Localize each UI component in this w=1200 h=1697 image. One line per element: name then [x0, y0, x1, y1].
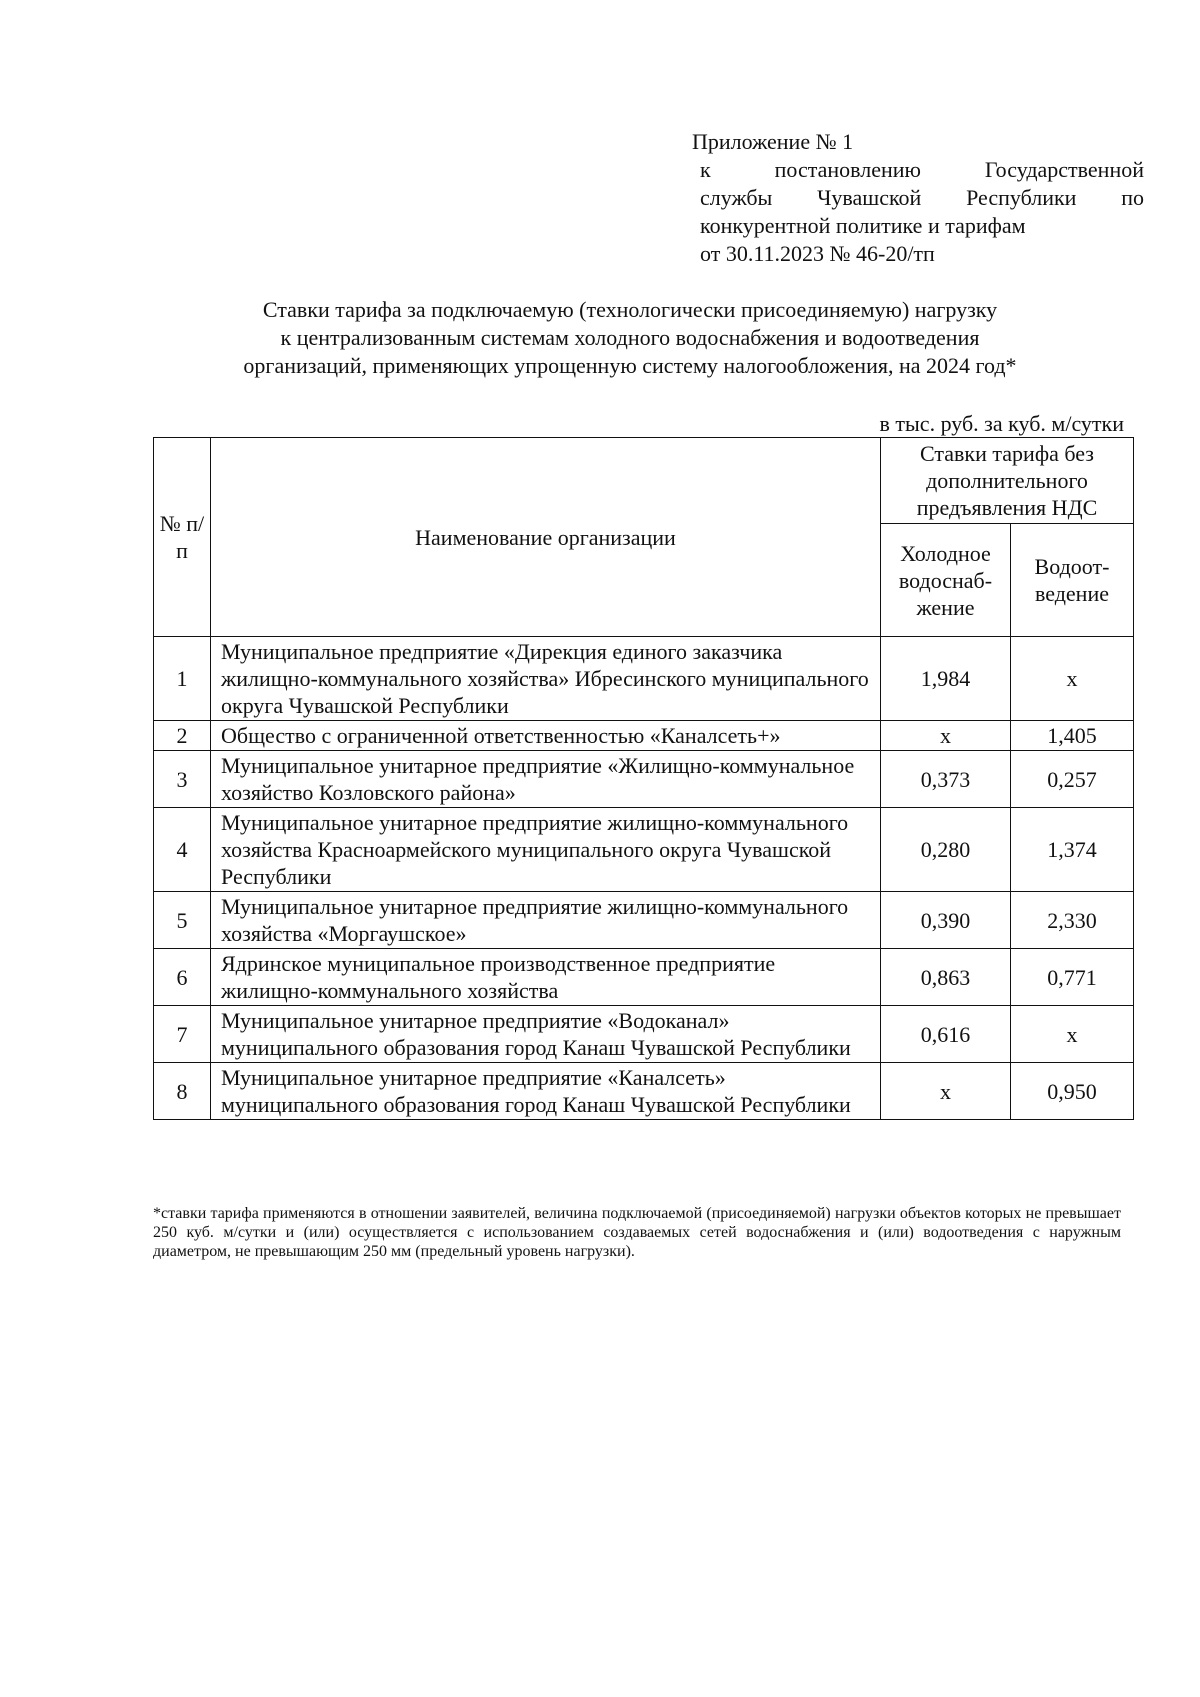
organization-name: Муниципальное унитарное предприятие жилищно-коммунального хозяйства Красноармейского муниципального округа Чувашской Республики	[211, 808, 881, 892]
row-number: 6	[154, 949, 211, 1006]
sewerage-rate: 1,405	[1011, 721, 1134, 751]
table-row	[154, 949, 1134, 1006]
organization-name: Муниципальное унитарное предприятие «Водоканал» муниципального образования город Канаш Чувашской Республики	[211, 1006, 881, 1063]
header-sewerage: Водоот-ведение	[1011, 524, 1134, 637]
sewerage-rate: 0,771	[1011, 949, 1134, 1006]
annex-line-3: конкурентной политике и тарифам	[700, 213, 1026, 238]
heading-line-2: к централизованным системам холодного водоснабжения и водоотведения	[280, 325, 980, 350]
cold-water-rate: х	[881, 1063, 1011, 1120]
table-row	[154, 808, 1134, 892]
heading-line-1: Ставки тарифа за подключаемую (технологически присоединяемую) нагрузку	[262, 297, 998, 322]
header-organization: Наименование организации	[211, 438, 881, 637]
sewerage-rate: х	[1011, 637, 1134, 721]
table-row	[154, 637, 1134, 721]
annex-line-4: от 30.11.2023 № 46-20/тп	[700, 241, 935, 266]
cold-water-rate: 0,390	[881, 892, 1011, 949]
cold-water-rate: 0,373	[881, 751, 1011, 808]
organization-name: Муниципальное унитарное предприятие «Каналсеть» муниципального образования город Канаш Чувашской Республики	[211, 1063, 881, 1120]
row-number: 8	[154, 1063, 211, 1120]
footnote: *ставки тарифа применяются в отношении заявителей, величина подключаемой (присоединяемой) нагрузки объектов которых не превышает 250 куб. м/сутки и (или) осуществляется с использованием создаваемых сетей водоснабжения и (или) водоотведения с наружным диаметром, не превышающим 250 мм (предельный уровень нагрузки).	[153, 1205, 1121, 1260]
sewerage-rate: 0,950	[1011, 1063, 1134, 1120]
units-note: в тыс. руб. за куб. м/сутки	[879, 411, 1124, 436]
row-number: 2	[154, 721, 211, 751]
table-row	[154, 892, 1134, 949]
annex-line-2: службы Чувашской Республики по	[700, 185, 1144, 210]
organization-name: Общество с ограниченной ответственностью «Каналсеть+»	[211, 721, 881, 751]
sewerage-rate: 0,257	[1011, 751, 1134, 808]
sewerage-rate: х	[1011, 1006, 1134, 1063]
document-heading	[150, 296, 1110, 380]
cold-water-rate: 1,984	[881, 637, 1011, 721]
cold-water-rate: х	[881, 721, 1011, 751]
heading-line-3: организаций, применяющих упрощенную систему налогообложения, на 2024 год*	[243, 353, 1017, 378]
row-number: 7	[154, 1006, 211, 1063]
row-number: 1	[154, 637, 211, 721]
row-number: 3	[154, 751, 211, 808]
tariff-table	[153, 437, 1134, 1120]
table-row	[154, 1006, 1134, 1063]
cold-water-rate: 0,280	[881, 808, 1011, 892]
header-tariff-group: Ставки тарифа без дополнительного предъявления НДС	[881, 438, 1134, 524]
organization-name: Муниципальное унитарное предприятие «Жилищно-коммунальное хозяйство Козловского района»	[211, 751, 881, 808]
organization-name: Ядринское муниципальное производственное предприятие жилищно-коммунального хозяйства	[211, 949, 881, 1006]
sewerage-rate: 2,330	[1011, 892, 1134, 949]
header-number: № п/п	[154, 438, 211, 637]
organization-name: Муниципальное предприятие «Дирекция единого заказчика жилищно-коммунального хозяйства» Ибресинского муниципального округа Чувашской Республики	[211, 637, 881, 721]
row-number: 5	[154, 892, 211, 949]
table-row	[154, 721, 1134, 751]
table-row	[154, 751, 1134, 808]
cold-water-rate: 0,616	[881, 1006, 1011, 1063]
cold-water-rate: 0,863	[881, 949, 1011, 1006]
sewerage-rate: 1,374	[1011, 808, 1134, 892]
annex-block	[692, 128, 1144, 268]
annex-line-1: к постановлению Государственной	[700, 157, 1144, 182]
table-row	[154, 1063, 1134, 1120]
annex-title: Приложение № 1	[692, 129, 854, 154]
header-cold-water: Холодное водоснаб-жение	[881, 524, 1011, 637]
organization-name: Муниципальное унитарное предприятие жилищно-коммунального хозяйства «Моргаушское»	[211, 892, 881, 949]
row-number: 4	[154, 808, 211, 892]
